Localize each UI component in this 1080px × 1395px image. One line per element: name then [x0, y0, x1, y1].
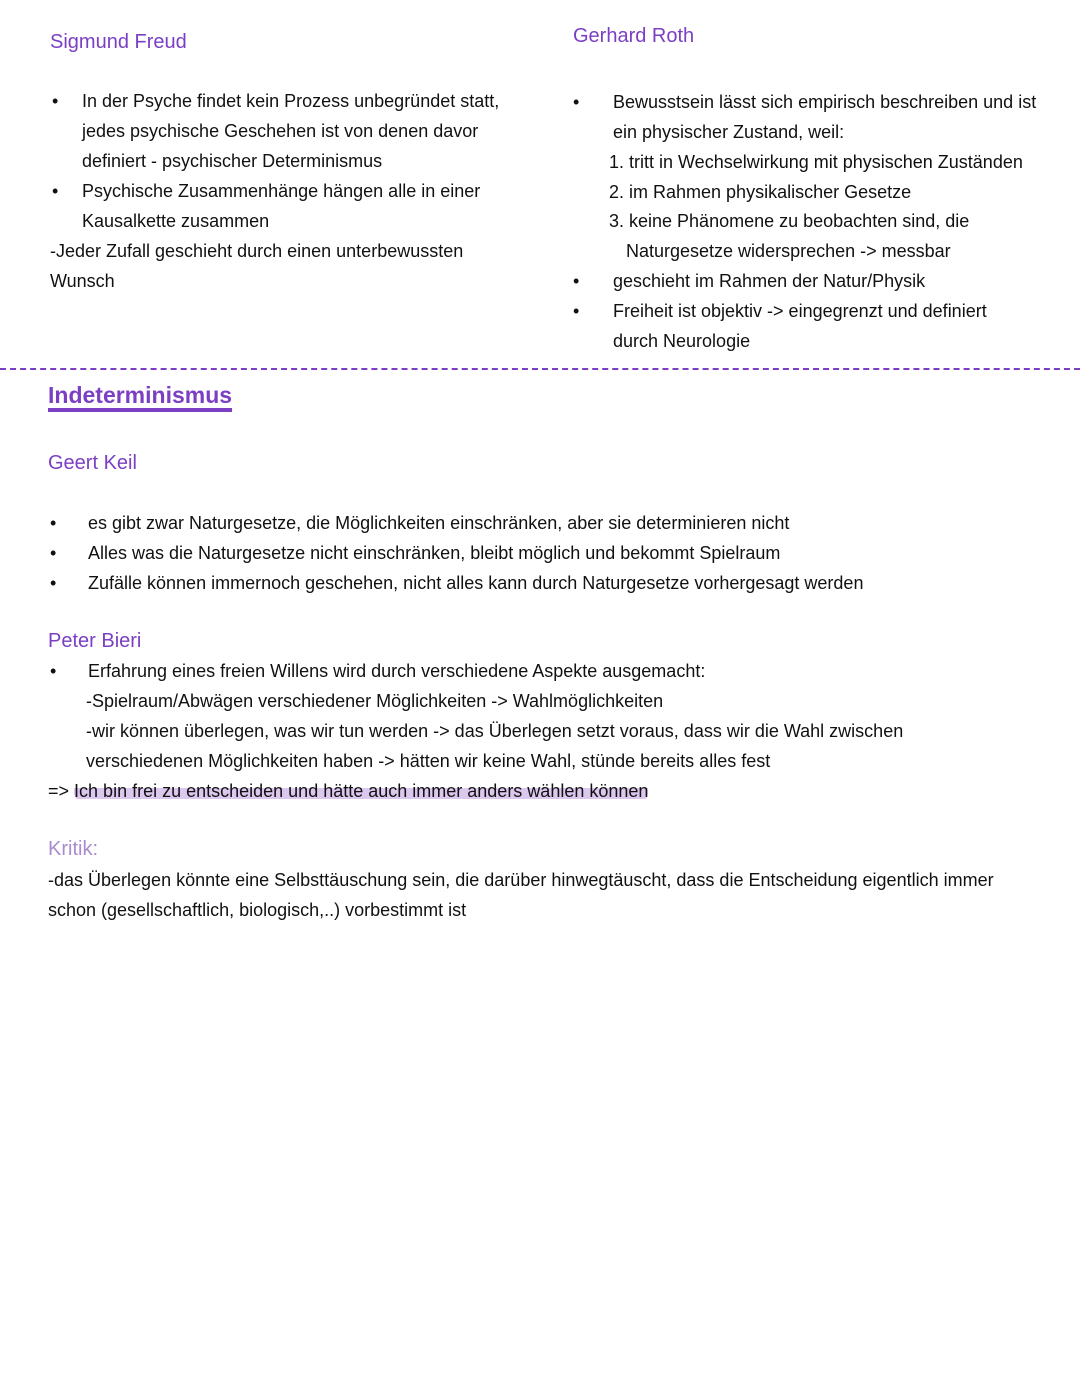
- roth-line: durch Neurologie: [613, 331, 751, 351]
- bullet-icon: •: [573, 92, 580, 112]
- bullet-icon: •: [573, 271, 580, 291]
- keil-heading: Geert Keil: [48, 452, 137, 474]
- kritik-line: schon (gesellschaftlich, biologisch,..) vorbestimmt ist: [48, 900, 467, 920]
- roth-line: 2. im Rahmen physikalischer Gesetze: [609, 182, 912, 202]
- bieri-heading: Peter Bieri: [48, 630, 142, 652]
- bieri-line: -Spielraum/Abwägen verschiedener Möglichkeiten -> Wahlmöglichkeiten: [86, 691, 664, 711]
- bieri-line: Erfahrung eines freien Willens wird durch verschiedene Aspekte ausgemacht:: [88, 661, 706, 681]
- bullet-icon: •: [50, 573, 57, 593]
- freud-line: Kausalkette zusammen: [82, 211, 270, 231]
- bieri-line: -wir können überlegen, was wir tun werden -> das Überlegen setzt voraus, dass wir die Wahl zwischen: [86, 721, 904, 741]
- freud-line: jedes psychische Geschehen ist von denen davor: [82, 121, 479, 141]
- roth-line: Naturgesetze widersprechen -> messbar: [626, 241, 951, 261]
- freud-line: definiert - psychischer Determinismus: [82, 151, 383, 171]
- bullet-icon: •: [50, 513, 57, 533]
- bieri-conclusion: [48, 779, 648, 803]
- bullet-icon: •: [52, 181, 59, 201]
- roth-line: 3. keine Phänomene zu beobachten sind, die: [609, 211, 970, 231]
- freud-heading: Sigmund Freud: [50, 31, 187, 53]
- keil-line: Alles was die Naturgesetze nicht einschränken, bleibt möglich und bekommt Spielraum: [88, 543, 781, 563]
- bieri-line: verschiedenen Möglichkeiten haben -> hätten wir keine Wahl, stünde bereits alles fest: [86, 751, 771, 771]
- bullet-icon: •: [573, 301, 580, 321]
- freud-line: Wunsch: [50, 271, 115, 291]
- keil-line: es gibt zwar Naturgesetze, die Möglichkeiten einschränken, aber sie determinieren nicht: [88, 513, 790, 533]
- bullet-icon: •: [52, 91, 59, 111]
- highlighted-conclusion: Ich bin frei zu entscheiden und hätte auch immer anders wählen können: [74, 781, 649, 801]
- bullet-icon: •: [50, 543, 57, 563]
- keil-line: Zufälle können immernoch geschehen, nicht alles kann durch Naturgesetze vorhergesagt werden: [88, 573, 864, 593]
- kritik-line: -das Überlegen könnte eine Selbsttäuschung sein, die darüber hinwegtäuscht, dass die Entscheidung eigentlich immer: [48, 870, 994, 890]
- arrow: =>: [48, 781, 70, 801]
- bullet-icon: •: [50, 661, 57, 681]
- roth-line: ein physischer Zustand, weil:: [613, 122, 845, 142]
- roth-line: geschieht im Rahmen der Natur/Physik: [613, 271, 926, 291]
- kritik-heading: Kritik:: [48, 838, 98, 860]
- freud-line: -Jeder Zufall geschieht durch einen unterbewussten: [50, 241, 464, 261]
- roth-line: 1. tritt in Wechselwirkung mit physischen Zuständen: [609, 152, 1023, 172]
- roth-line: Bewusstsein lässt sich empirisch beschreiben und ist: [613, 92, 1037, 112]
- freud-line: Psychische Zusammenhänge hängen alle in einer: [82, 181, 481, 201]
- section-divider: [0, 368, 1080, 370]
- section-title: Indeterminismus: [48, 382, 233, 408]
- roth-heading: Gerhard Roth: [573, 25, 695, 47]
- freud-line: In der Psyche findet kein Prozess unbegründet statt,: [82, 91, 500, 111]
- roth-line: Freiheit ist objektiv -> eingegrenzt und definiert: [613, 301, 987, 321]
